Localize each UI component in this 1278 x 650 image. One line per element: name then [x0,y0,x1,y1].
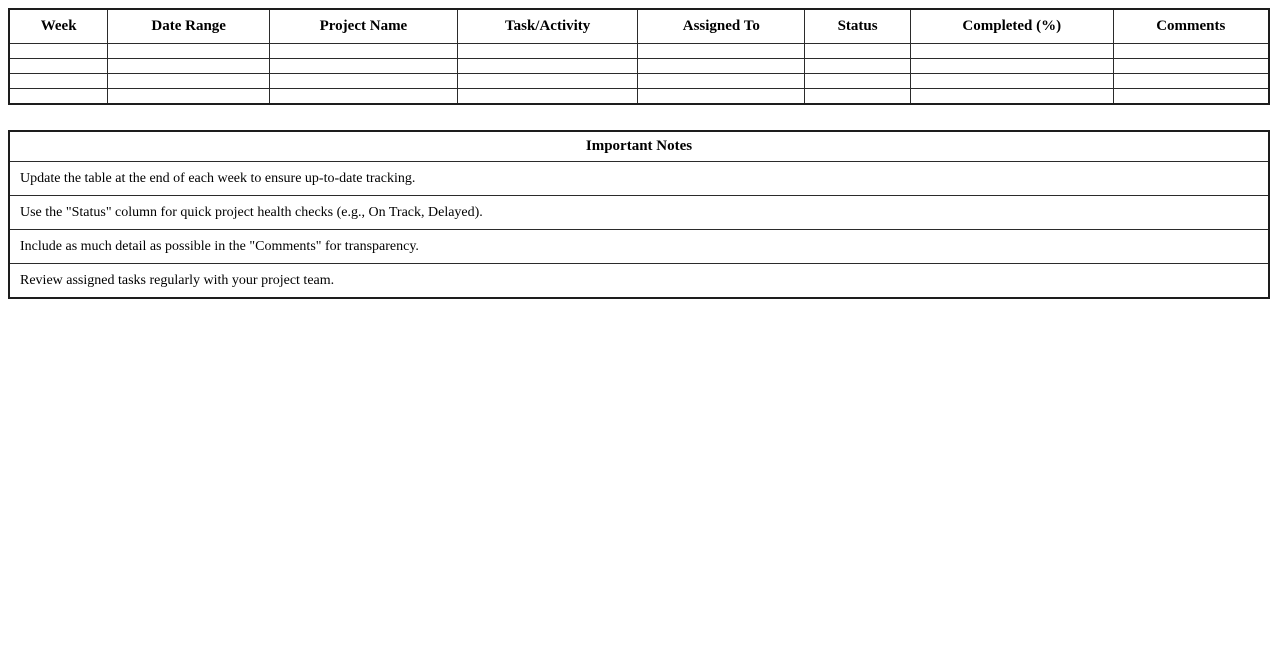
empty-cell [805,59,911,74]
empty-cell [910,44,1113,59]
note-item: Review assigned tasks regularly with your project team. [9,264,1269,299]
empty-cell [1113,44,1269,59]
note-row [9,264,1269,299]
empty-cell [638,89,805,105]
note-row [9,196,1269,230]
note-row [9,162,1269,196]
empty-cell [270,44,458,59]
empty-cell [910,74,1113,89]
empty-cell [1113,59,1269,74]
empty-cell [1113,89,1269,105]
table-row [9,59,1269,74]
empty-cell [457,59,638,74]
column-header-project-name: Project Name [270,9,458,44]
column-header-completed-pct: Completed (%) [910,9,1113,44]
important-notes-table [8,130,1270,299]
note-item: Update the table at the end of each week to ensure up-to-date tracking. [9,162,1269,196]
empty-cell [457,44,638,59]
empty-cell [1113,74,1269,89]
column-header-week: Week [9,9,108,44]
column-header-task-activity: Task/Activity [457,9,638,44]
column-header-comments: Comments [1113,9,1269,44]
empty-cell [270,89,458,105]
empty-cell [910,89,1113,105]
empty-cell [805,89,911,105]
empty-cell [457,74,638,89]
empty-cell [270,59,458,74]
note-item: Include as much detail as possible in the "Comments" for transparency. [9,230,1269,264]
empty-cell [805,74,911,89]
note-row [9,230,1269,264]
empty-cell [108,59,270,74]
tracker-header-row [9,9,1269,44]
empty-cell [108,89,270,105]
empty-cell [108,74,270,89]
empty-cell [910,59,1113,74]
empty-cell [638,74,805,89]
column-header-status: Status [805,9,911,44]
empty-cell [9,89,108,105]
empty-cell [9,74,108,89]
empty-cell [270,74,458,89]
empty-cell [638,59,805,74]
note-item: Use the "Status" column for quick project health checks (e.g., On Track, Delayed). [9,196,1269,230]
empty-cell [805,44,911,59]
empty-cell [9,44,108,59]
notes-header-row [9,131,1269,162]
empty-cell [638,44,805,59]
column-header-assigned-to: Assigned To [638,9,805,44]
empty-cell [457,89,638,105]
table-row [9,74,1269,89]
table-row [9,89,1269,105]
weekly-tracker-table [8,8,1270,105]
empty-cell [9,59,108,74]
empty-cell [108,44,270,59]
table-row [9,44,1269,59]
column-header-date-range: Date Range [108,9,270,44]
notes-title: Important Notes [9,131,1269,162]
